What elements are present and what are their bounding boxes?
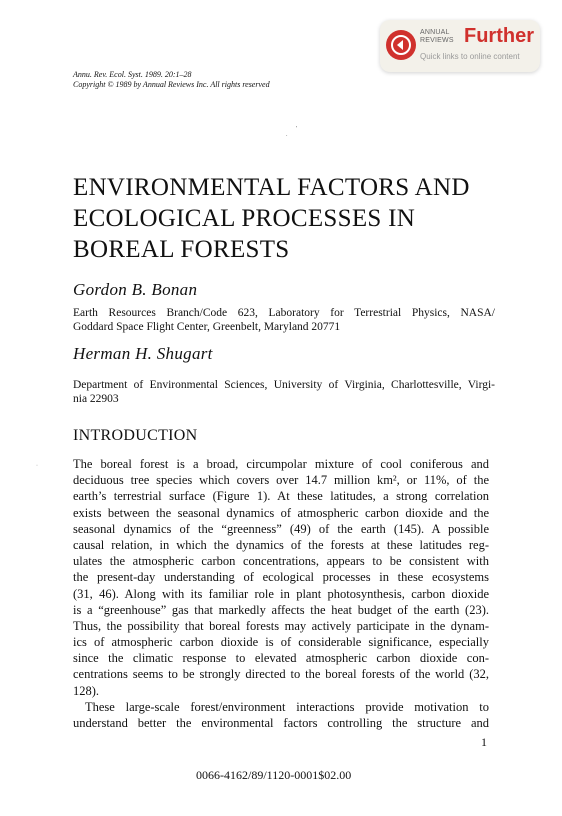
affiliation-line: Earth Resources Branch/Code 623, Laboratory for Terrestrial Physics, NASA/ — [73, 307, 495, 319]
body-line: deciduous tree species which covers over 14.7 million km², or 11%, of the — [73, 473, 489, 488]
author-affiliation — [73, 378, 495, 406]
badge-subtitle: Quick links to online content — [420, 52, 520, 61]
annual-reviews-logo-icon — [386, 30, 416, 60]
scan-speck: · — [36, 463, 38, 469]
body-text — [73, 456, 489, 731]
body-line: These large-scale forest/environment interactions provide motivation to — [85, 699, 489, 714]
title-line: BOREAL FORESTS — [73, 236, 290, 263]
body-line: seasonal dynamics of the “greenness” (49) of the earth (145). A possible — [73, 521, 489, 536]
body-line: The boreal forest is a broad, circumpolar mixture of cool coniferous and — [73, 457, 489, 471]
badge-annual-reviews-text — [420, 29, 454, 45]
annual-reviews-further-badge[interactable] — [380, 20, 540, 72]
body-line: since the climatic response to elevated atmospheric carbon dioxide con- — [73, 651, 489, 666]
body-line: ics of atmospheric carbon dioxide is of considerable significance, especially — [73, 635, 489, 650]
copyright-line: Copyright © 1989 by Annual Reviews Inc. All rights reserved — [73, 80, 270, 89]
body-line: centrations seems to be strongly directed to the boreal forests of the world (32, — [73, 667, 489, 682]
author-affiliation — [73, 306, 495, 334]
body-line: 128). — [73, 683, 100, 698]
body-line: Thus, the possibility that boreal forests may actively participate in the dynam- — [73, 618, 489, 633]
badge-reviews-label: REVIEWS — [420, 37, 454, 44]
body-line: understand better the environmental factors controlling the structure and — [73, 716, 489, 730]
scan-speck: ' — [296, 126, 298, 132]
affiliation-line: Department of Environmental Sciences, University of Virginia, Charlottesville, Virgi- — [73, 379, 495, 391]
affiliation-line: Goddard Space Flight Center, Greenbelt, Maryland 20771 — [73, 321, 341, 333]
body-line: is a “greenhouse” gas that markedly affects the heat budget of the earth (23). — [73, 602, 489, 617]
body-line: the present-day understanding of ecological processes in these ecosystems — [73, 570, 489, 585]
article-title — [73, 172, 533, 265]
affiliation-line: nia 22903 — [73, 393, 119, 405]
badge-annual-label: ANNUAL — [420, 29, 450, 36]
body-line: earth’s terrestrial surface (Figure 1). At these latitudes, a strong correlation — [73, 489, 489, 504]
scan-speck: . — [286, 132, 288, 138]
footer-code: 0066-4162/89/1120-0001$02.00 — [196, 768, 352, 782]
body-line: exists between the seasonal dynamics of atmospheric carbon dioxide and the — [73, 505, 489, 520]
author-name: Herman H. Shugart — [73, 344, 213, 363]
body-line: ulates the atmospheric carbon concentrations, appears to be consistent with — [73, 554, 489, 569]
author-name: Gordon B. Bonan — [73, 280, 198, 299]
section-heading: INTRODUCTION — [73, 427, 198, 444]
body-line: (31, 46). Along with its familiar role in plant photosynthesis, carbon dioxide — [73, 586, 489, 601]
badge-further-label: Further — [464, 25, 534, 47]
page-number: 1 — [481, 735, 487, 749]
title-line: ECOLOGICAL PROCESSES IN — [73, 205, 416, 232]
journal-citation: Annu. Rev. Ecol. Syst. 1989. 20:1–28 — [73, 70, 192, 79]
body-line: causal relation, in which the dynamics of the forests at these latitudes reg- — [73, 537, 489, 552]
title-line: ENVIRONMENTAL FACTORS AND — [73, 174, 470, 201]
